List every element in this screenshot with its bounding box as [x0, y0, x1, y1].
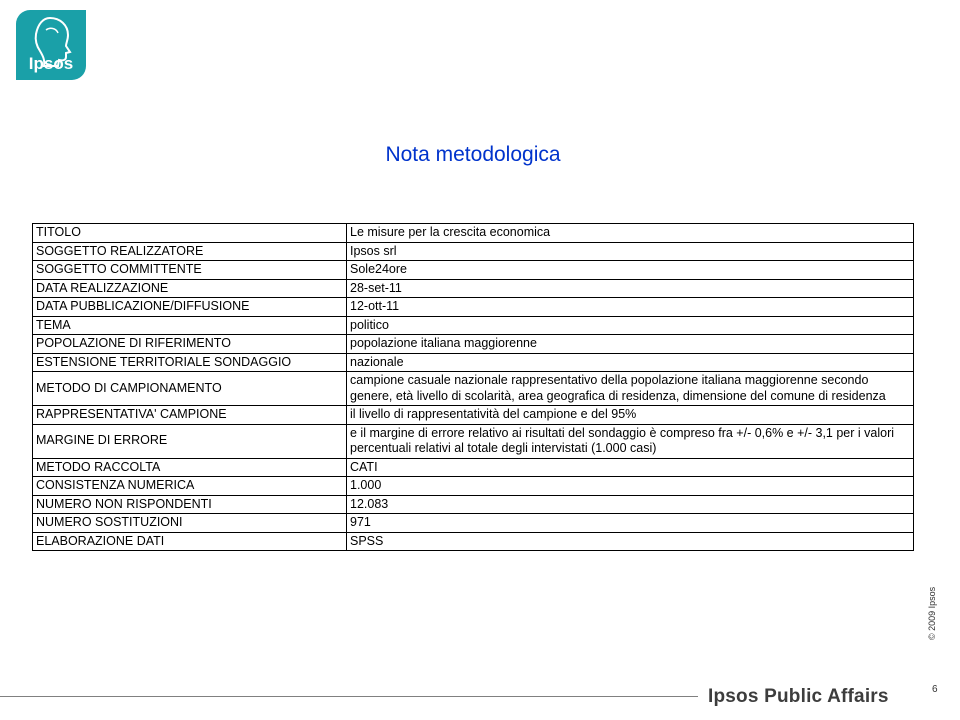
table-row — [33, 335, 914, 354]
row-label: TEMA — [33, 316, 347, 335]
table-row — [33, 353, 914, 372]
copyright-note: © 2009 Ipsos — [927, 586, 937, 640]
row-label: METODO DI CAMPIONAMENTO — [33, 372, 347, 406]
row-value: 1.000 — [347, 477, 914, 496]
methodology-table — [32, 223, 914, 551]
footer-divider — [0, 696, 698, 697]
row-label: POPOLAZIONE DI RIFERIMENTO — [33, 335, 347, 354]
table-row — [33, 298, 914, 317]
row-value: 12-ott-11 — [347, 298, 914, 317]
row-value: e il margine di errore relativo ai risultati del sondaggio è compreso fra +/- 0,6% e +/- 3,1 per i valori percentuali relativi al totale degli intervistati (1.000 casi) — [347, 424, 914, 458]
row-label: METODO RACCOLTA — [33, 458, 347, 477]
table-row — [33, 372, 914, 406]
row-label: NUMERO NON RISPONDENTI — [33, 495, 347, 514]
row-value: nazionale — [347, 353, 914, 372]
row-value: politico — [347, 316, 914, 335]
row-value: il livello di rappresentatività del campione e del 95% — [347, 406, 914, 425]
row-value: 971 — [347, 514, 914, 533]
row-label: ESTENSIONE TERRITORIALE SONDAGGIO — [33, 353, 347, 372]
row-value: Le misure per la crescita economica — [347, 224, 914, 243]
table-row — [33, 224, 914, 243]
footer-brand: Ipsos Public Affairs — [708, 686, 889, 707]
row-label: CONSISTENZA NUMERICA — [33, 477, 347, 496]
row-value: 28-set-11 — [347, 279, 914, 298]
table-row — [33, 406, 914, 425]
row-value: campione casuale nazionale rappresentativo della popolazione italiana maggiorenne secondo genere, età livello di scolarità, area geografica di residenza, dimensione del comune di residenza — [347, 372, 914, 406]
page-title: Nota metodologica — [385, 143, 561, 166]
table-row — [33, 458, 914, 477]
table-row — [33, 495, 914, 514]
table-row — [33, 477, 914, 496]
row-label: TITOLO — [33, 224, 347, 243]
row-label: ELABORAZIONE DATI — [33, 532, 347, 551]
row-label: DATA REALIZZAZIONE — [33, 279, 347, 298]
ipsos-logo — [16, 10, 86, 80]
table-row — [33, 279, 914, 298]
page-number: 6 — [932, 684, 938, 695]
table-row — [33, 316, 914, 335]
row-label: MARGINE DI ERRORE — [33, 424, 347, 458]
row-label: NUMERO SOSTITUZIONI — [33, 514, 347, 533]
row-value: Sole24ore — [347, 261, 914, 280]
row-value: SPSS — [347, 532, 914, 551]
row-value: popolazione italiana maggiorenne — [347, 335, 914, 354]
table-row — [33, 261, 914, 280]
row-value: CATI — [347, 458, 914, 477]
row-value: 12.083 — [347, 495, 914, 514]
row-label: SOGGETTO COMMITTENTE — [33, 261, 347, 280]
row-value: Ipsos srl — [347, 242, 914, 261]
row-label: RAPPRESENTATIVA' CAMPIONE — [33, 406, 347, 425]
row-label: DATA PUBBLICAZIONE/DIFFUSIONE — [33, 298, 347, 317]
table-row — [33, 424, 914, 458]
row-label: SOGGETTO REALIZZATORE — [33, 242, 347, 261]
table-row — [33, 242, 914, 261]
logo-text: Ipsos — [28, 54, 74, 73]
table-row — [33, 514, 914, 533]
table-row — [33, 532, 914, 551]
